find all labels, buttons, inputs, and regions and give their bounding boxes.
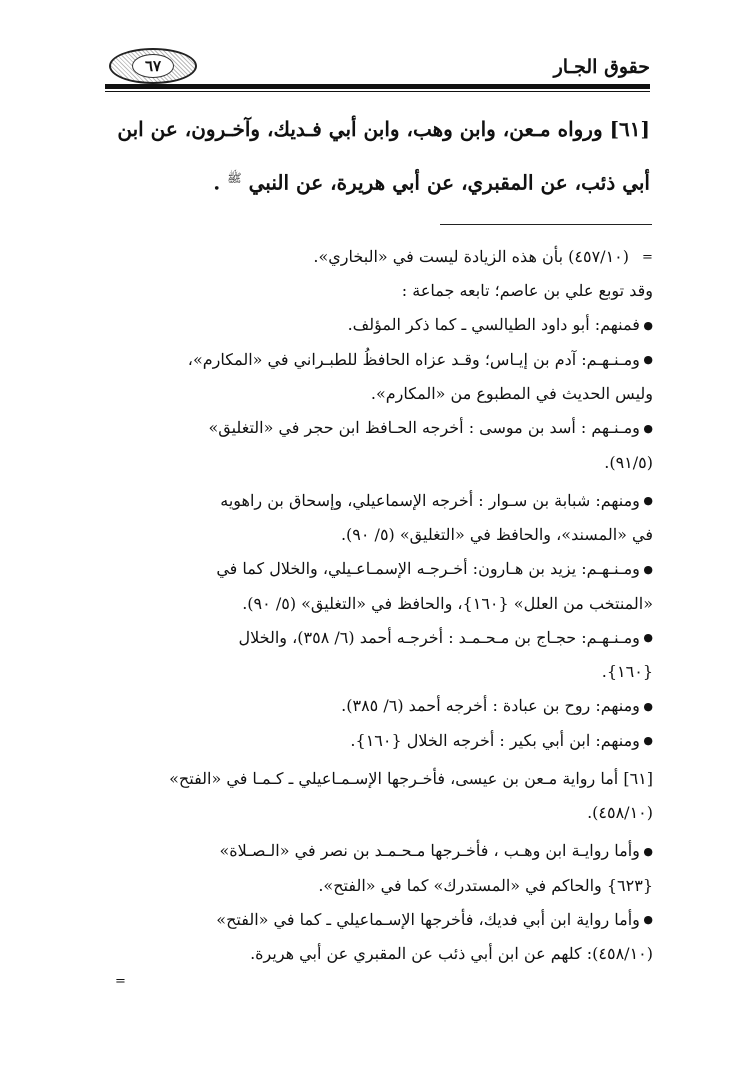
hadith-line-2-text: أبي ذئب، عن المقبري، عن أبي هريرة، عن النبي [248, 170, 650, 195]
footnote-line: في «المسند»، والحافظ في «التغليق» (٥/ ٩٠). [340, 525, 653, 544]
footnote-line: {١٦٠}. [601, 662, 653, 681]
footnote-bullet-line: ● ومنهم: روح بن عبادة : أخرجه أحمد (٦/ ٣٨٥). [108, 689, 653, 724]
footnote-line: وقد توبع علي بن عاصم؛ تابعه جماعة : [401, 281, 653, 300]
footnote-bullet-line: ● وأما رواية ابن أبي فديك، فأخرجها الإسـماعيلي ـ كما في «الفتح» [108, 903, 653, 938]
footnote-line: «المنتخب من العلل» {١٦٠}، والحافظ في «التغليق» (٥/ ٩٠). [242, 593, 653, 613]
book-title: حقوق الجـار [553, 56, 650, 78]
footnote-bullet-line: ● ومنهم: شبابة بن سـوار : أخرجه الإسماعيلي، وإسحاق بن راهويه [108, 484, 653, 519]
continuation-mark-bottom: = [115, 974, 126, 989]
hadith-end: . [213, 170, 228, 195]
footnote-line: {٦٢٣} والحاكم في «المستدرك» كما في «الفتح». [318, 875, 653, 895]
footnote-bullet-line: ● ومـنـهـم: يزيد بن هـارون: أخـرجـه الإسمـاعـيلي، والخلال كما في [108, 552, 653, 587]
footnote-separator [440, 224, 652, 225]
page-number-badge [109, 48, 197, 84]
hadith-line-1: [٦١] ورواه مـعن، وابن وهب، وابن أبي فـديك، وآخـرون، عن ابن [117, 117, 650, 141]
footnote-line: (٤٥٨/١٠). [587, 803, 653, 822]
footnote-line: [٦١] أما رواية مـعن بن عيسى، فأخـرجها الإسـمـاعيلي ـ كـمـا في «الفتح» [169, 769, 653, 788]
footnotes-block [108, 240, 653, 971]
footnote-bullet-line: ● ومـنـهـم: حجـاج بن مـحـمـد : أخرجـه أحمد (٦/ ٣٥٨)، والخلال [108, 621, 653, 656]
footnote-bullet-line: ● ومنهم: ابن أبي بكير : أخرجه الخلال {١٦٠}. [108, 724, 653, 759]
page-number: ٦٧ [132, 54, 174, 78]
footnote-line: وليس الحديث في المطبوع من «المكارم». [370, 384, 653, 403]
footnote-bullet-line: ● فمنهم: أبو داود الطيالسي ـ كما ذكر المؤلف. [108, 308, 653, 343]
header-rule-thick [105, 84, 650, 89]
header-rule-thin [105, 91, 650, 92]
hadith-line-2 [108, 154, 650, 208]
continuation-mark-top: = [642, 250, 653, 265]
footnote-line: (٤٥٨/١٠): كلهم عن ابن أبي ذئب عن المقبري عن أبي هريرة. [250, 944, 653, 963]
footnote-line: (٤٥٧/١٠) بأن هذه الزيادة ليست في «البخاري». [313, 247, 629, 266]
page-header [105, 38, 650, 90]
footnote-bullet-line: ● وأما روايـة ابن وهـب ، فأخـرجها مـحـمـد بن نصر في «الـصـلاة» [108, 834, 653, 869]
hadith-text [108, 105, 650, 208]
salawat-symbol: ﷺ [227, 171, 242, 185]
footnote-line: (٩١/٥). [604, 452, 653, 472]
footnote-bullet-line: ● ومـنـهم : أسد بن موسى : أخرجه الحـافظ ابن حجر في «التغليق» [108, 411, 653, 446]
footnote-bullet-line: ● ومـنـهـم: آدم بن إيـاس؛ وقـد عزاه الحافظُ للطبـراني في «المكارم»، [108, 343, 653, 378]
